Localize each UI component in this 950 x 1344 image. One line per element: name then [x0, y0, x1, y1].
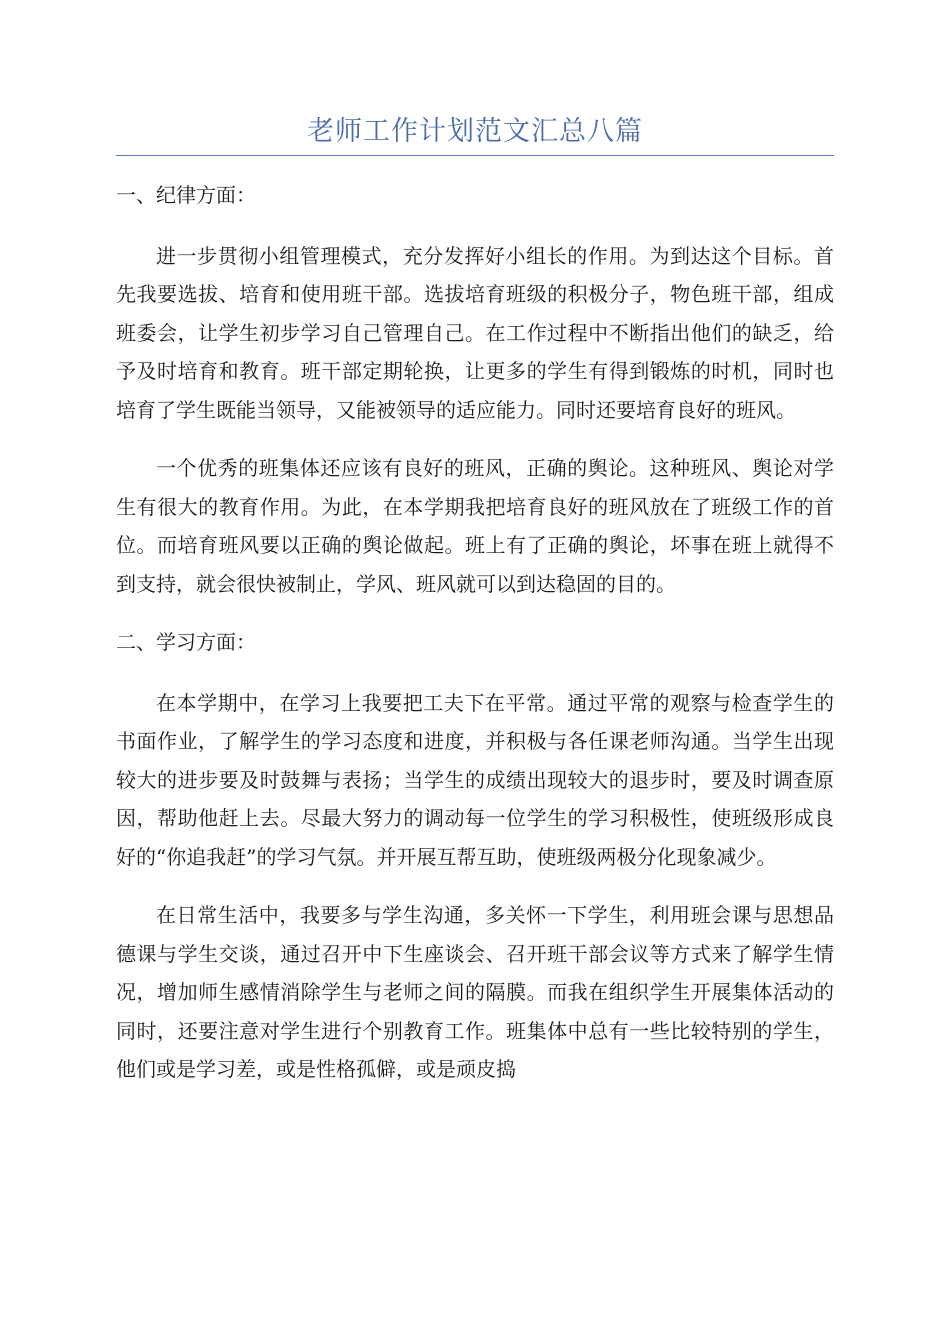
section-heading-discipline: 一、纪律方面：: [116, 183, 256, 207]
document-title: 老师工作计划范文汇总八篇: [307, 116, 643, 147]
section-heading-study: 二、学习方面：: [116, 630, 256, 654]
paragraph: 在本学期中，在学习上我要把工夫下在平常。通过平常的观察与检查学生的书面作业，了解学生的学习态度和进度，并积极与各任课老师沟通。当学生出现较大的进步要及时鼓舞与表扬；当学生的成绩出现较大的退步时，要及时调查原因，帮助他赶上去。尽最大努力的调动每一位学生的学习积极性，使班级形成良好的“你追我赶”的学习气氛。并开展互帮互助，使班级两极分化现象减少。: [116, 690, 834, 869]
paragraph: 进一步贯彻小组管理模式，充分发挥好小组长的作用。为到达这个目标。首先我要选拔、培育和使用班干部。选拔培育班级的积极分子，物色班干部，组成班委会，让学生初步学习自己管理自己。在工作过程中不断指出他们的缺乏，给予及时培育和教育。班干部定期轮换，让更多的学生有得到锻炼的时机，同时也培育了学生既能当领导，又能被领导的适应能力。同时还要培育良好的班风。: [116, 243, 834, 422]
document-body: [116, 176, 834, 1109]
paragraph: 一个优秀的班集体还应该有良好的班风，正确的舆论。这种班风、舆论对学生有很大的教育作用。为此，在本学期我把培育良好的班风放在了班级工作的首位。而培育班风要以正确的舆论做起。班上有了正确的舆论，坏事在班上就得不到支持，就会很快被制止，学风、班风就可以到达稳固的目的。: [116, 456, 834, 596]
paragraph: 在日常生活中，我要多与学生沟通，多关怀一下学生，利用班会课与思想品德课与学生交谈，通过召开中下生座谈会、召开班干部会议等方式来了解学生情况，增加师生感情消除学生与老师之间的隔膜。而我在组织学生开展集体活动的同时，还要注意对学生进行个别教育工作。班集体中总有一些比较特别的学生，他们或是学习差，或是性格孤僻，或是顽皮捣: [116, 903, 834, 1081]
title-underline: [116, 155, 834, 156]
